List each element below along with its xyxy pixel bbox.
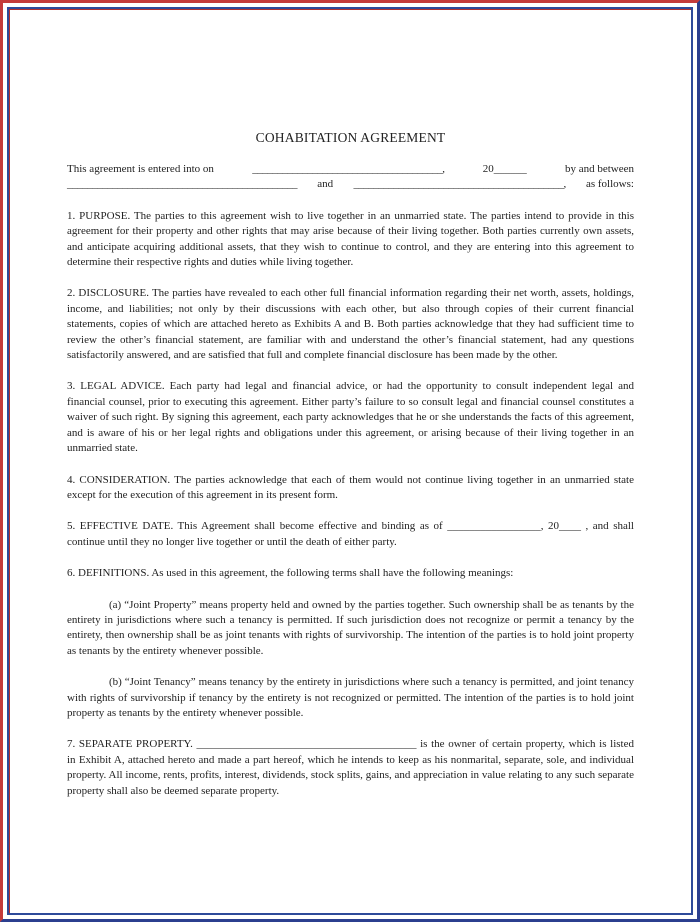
- intro-block: [67, 162, 634, 193]
- intro-line-2: [67, 177, 634, 192]
- section-definitions: 6. DEFINITIONS. As used in this agreement, the following terms shall have the following meanings:: [67, 567, 514, 580]
- intro-text-and: and: [317, 178, 334, 191]
- intro-text-follows: as follows:: [585, 178, 634, 191]
- party-one-blank: ______________________________________________: [67, 178, 297, 191]
- party-two-blank: __________________________________________,: [353, 178, 566, 191]
- section-legal-advice: 3. LEGAL ADVICE. Each party had legal and financial advice, or had the opportunity to consult independent legal and financial counsel, prior to executing this agreement. Either party’s failure to so consult legal and financial counsel constitutes a waiver of such right. By signing this agreement, each party acknowledges that he or she understands the facts of this agreement, and is aware of his or her legal rights and obligations under this agreement, or arising because of their living together in an unmarried state.: [67, 380, 634, 455]
- intro-line-1: [67, 162, 634, 177]
- section-disclosure: 2. DISCLOSURE. The parties have revealed to each other full financial information regarding their net worth, assets, holdings, income, and liabilities; not only by their discussions with each other, but also through copies of their current financial statements, copies of which are attached hereto as Exhibits A and B. Both parties acknowledge that they had sufficient time to review the other’s financial statement, are familiar with and understand the other’s financial statement, had any questions satisfactorily answered, and are satisfied that full and complete financial disclosure has been made by the other.: [67, 287, 634, 362]
- intro-text-between: by and between: [564, 163, 634, 175]
- intro-text-entered: This agreement is entered into on: [67, 163, 214, 175]
- subsection-joint-tenancy: (b) “Joint Tenancy” means tenancy by the entirety in jurisdictions where such a tenancy is permitted, and joint tenancy with rights of survivorship if tenancy by the entirety is not recognized or permitted. The intention of the parties is to hold joint property as tenants by the entirety whenever possible.: [67, 676, 634, 719]
- subsection-joint-property: (a) “Joint Property” means property held and owned by the parties together. Such ownership shall be as tenants by the entirety in jurisdictions where such a tenancy is permitted. If such jurisdiction does not recognize or permit a tenancy by the entirety, then ownership shall be as joint tenants with rights of survivorship. The intention of the parties is to hold joint property as tenants by the entirety whenever possible.: [67, 598, 634, 657]
- section-separate-property: 7. SEPARATE PROPERTY. ________________________________________ is the owner of certain property, which is listed in Exhibit A, attached hereto and made a part hereof, which he intends to keep as his nonmarital, separate, sole, and individual property. All income, rents, profits, interest, dividends, stock splits, gains, and appreciation in value relating to any such separate property shall also be deemed separate property.: [67, 738, 634, 797]
- section-effective-date: 5. EFFECTIVE DATE. This Agreement shall become effective and binding as of _________________, 20____ , and shall continue until they no longer live together or until the death of either party.: [67, 520, 634, 548]
- section-consideration: 4. CONSIDERATION. The parties acknowledge that each of them would not continue living together in an unmarried state except for the execution of this agreement in its present form.: [67, 473, 634, 501]
- year-blank: 20______: [482, 163, 527, 175]
- section-purpose: 1. PURPOSE. The parties to this agreement wish to live together in an unmarried state. The parties intend to provide in this agreement for their property and other rights that may arise because of their living together. Both parties currently own assets, and anticipate acquiring additional assets, that they wish to continue to control, and they are entering into this agreement to determine their respective rights and duties while living together.: [67, 209, 634, 269]
- document-title: COHABITATION AGREEMENT: [255, 130, 446, 145]
- date-blank: ______________________________________,: [252, 163, 445, 175]
